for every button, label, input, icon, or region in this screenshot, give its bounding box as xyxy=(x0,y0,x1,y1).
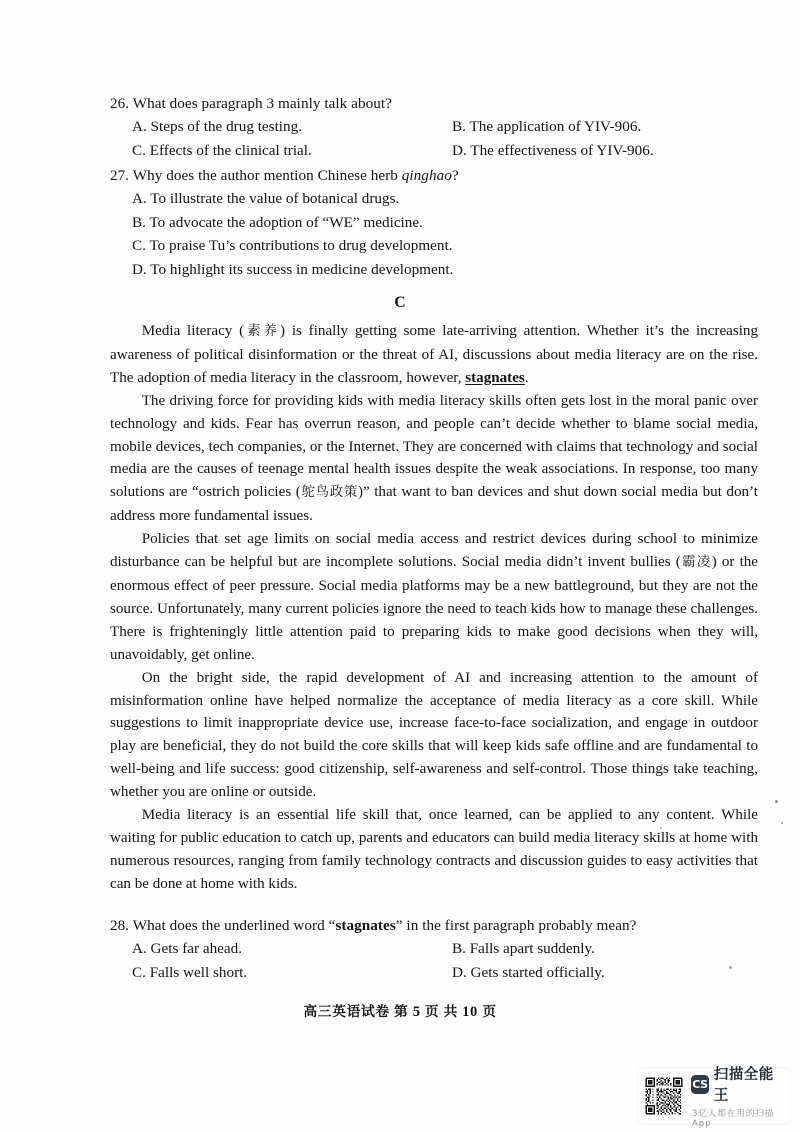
page-footer xyxy=(0,1000,800,1021)
watermark-text-group xyxy=(691,1063,784,1129)
question-27-stem-italic: qinghao xyxy=(401,167,452,184)
text-run: )” that want to ban devices and shut down social media but don’t address more fundamental issues. xyxy=(110,484,759,525)
option-28-b[interactable]: B. Falls apart suddenly. xyxy=(452,940,595,957)
footer-page-unit: 页 xyxy=(424,1004,440,1020)
question-28-stem-prefix: 28. What does the underlined word “ xyxy=(110,917,336,934)
text-run: Media literacy is an essential life skill that, once learned, can be applied to any content. While waiting for public education to catch up, parents and educators can build media literacy skills at home with numerous resources, ranging from family technology contracts and discussion guides to easy activities that can be done at home with kids. xyxy=(110,807,758,892)
text-run: On the bright side, the rapid development of AI and increasing attention to the amount of misinformation online have helped normalize the acceptance of media literacy as a core skill. While suggestions to limit inappropriate device use, increase face-to-face socialization, and engage in outdoor play are beneficial, they do not build the core skills that will keep kids safe offline and are fundamental to well-being and life success: good citizenship, self-awareness and self-control. Those things take teaching, whether you are online or outside. xyxy=(110,669,758,801)
text-run: The driving force for providing kids with media literacy skills often gets lost in the moral panic over technology and kids. Fear has overrun reason, and people can’t decide whether to blame social media, mobile devices, tech companies, or the Internet. They are concerned with claims that technology and social media are the causes of teenage mental health issues despite the weak associations. In response, too many solutions are “ostrich policies ( xyxy=(110,392,758,501)
option-27-c[interactable]: C. To praise Tu’s contributions to drug development. xyxy=(132,237,453,254)
passage-paragraph-1 xyxy=(110,320,758,390)
passage-paragraph-5 xyxy=(110,804,758,896)
passage-c xyxy=(110,320,758,896)
text-run: ) or the enormous effect of peer pressure. Social media platforms may be a new battleground, but they are not the source. Unfortunately, many current policies ignore the need to teach kids how to manage these challenges. There is frighteningly little attention paid to preparing kids to make good decisions when they will, unavoidably, get online. xyxy=(110,554,759,663)
passage-paragraph-2 xyxy=(110,390,758,528)
chinese-gloss: 霸凌 xyxy=(680,555,712,571)
scan-speck xyxy=(729,966,732,969)
footer-total-pages: 10 xyxy=(462,1004,478,1020)
footer-subject: 高三英语试卷 xyxy=(303,1004,390,1020)
text-run: . xyxy=(524,369,529,386)
passage-paragraph-4 xyxy=(110,667,758,804)
text-run: Policies that set age limits on social media access and restrict devices during school to minimize disturbance can be helpful but are incomplete solutions. Social media didn’t invent bullies ( xyxy=(110,531,758,571)
scan-speck xyxy=(781,822,783,824)
chinese-gloss: 素养 xyxy=(244,324,280,339)
watermark-subtitle: 3亿人都在用的扫描App xyxy=(692,1109,775,1129)
option-26-b[interactable]: B. The application of YIV-906. xyxy=(452,118,642,135)
question-28-stem xyxy=(110,914,730,937)
option-26-c[interactable]: C. Effects of the clinical trial. xyxy=(132,141,312,159)
question-27-options xyxy=(132,187,730,281)
footer-page-prefix: 第 xyxy=(394,1004,409,1020)
scan-speck xyxy=(775,800,778,803)
option-26-d[interactable]: D. The effectiveness of YIV-906. xyxy=(452,141,654,159)
chinese-gloss: 鸵鸟政策 xyxy=(300,485,358,501)
footer-total-unit: 页 xyxy=(482,1004,497,1020)
option-26-a[interactable]: A. Steps of the drug testing. xyxy=(132,118,302,135)
question-27-stem xyxy=(110,164,730,187)
watermark-title: 扫描全能王 xyxy=(713,1067,774,1104)
question-28-stem-bold: stagnates xyxy=(335,917,396,934)
question-27-stem-suffix: ? xyxy=(451,167,459,184)
question-28 xyxy=(110,914,730,984)
question-26-options xyxy=(132,115,730,162)
passage-section-letter: C xyxy=(394,294,406,311)
option-28-c[interactable]: C. Falls well short. xyxy=(132,963,248,981)
text-run: Media literacy ( xyxy=(141,323,245,339)
question-26-stem: 26. What does paragraph 3 mainly talk about? xyxy=(110,95,392,112)
option-28-a[interactable]: A. Gets far ahead. xyxy=(132,940,243,957)
underlined-keyword: stagnates xyxy=(465,369,525,386)
option-27-a[interactable]: A. To illustrate the value of botanical drugs. xyxy=(132,190,400,207)
option-27-b[interactable]: B. To advocate the adoption of “WE” medicine. xyxy=(132,213,423,231)
camscanner-watermark[interactable] xyxy=(638,1067,790,1129)
passage-paragraph-3 xyxy=(110,528,758,666)
text-run: ) is finally getting some late-arriving attention. Whether it’s the increasing awareness of political disinformation or the threat of AI, discussions about media literacy are on the rise. The adoption of media literacy in the classroom, however, xyxy=(110,323,759,386)
question-28-stem-suffix: ” in the first paragraph probably mean? xyxy=(395,917,637,934)
option-27-d[interactable]: D. To highlight its success in medicine development. xyxy=(132,260,454,278)
question-26 xyxy=(110,92,730,162)
footer-page-number: 5 xyxy=(412,1004,421,1020)
question-27 xyxy=(110,164,730,281)
camscanner-logo-icon: CS xyxy=(691,1075,709,1094)
scan-speck xyxy=(660,827,662,829)
watermark-title-row xyxy=(691,1063,784,1105)
footer-total-prefix: 共 xyxy=(443,1004,458,1020)
qr-code-icon xyxy=(644,1076,684,1116)
question-28-options xyxy=(132,937,730,984)
option-28-d[interactable]: D. Gets started officially. xyxy=(452,963,605,981)
question-27-stem-prefix: 27. Why does the author mention Chinese herb xyxy=(110,167,402,184)
